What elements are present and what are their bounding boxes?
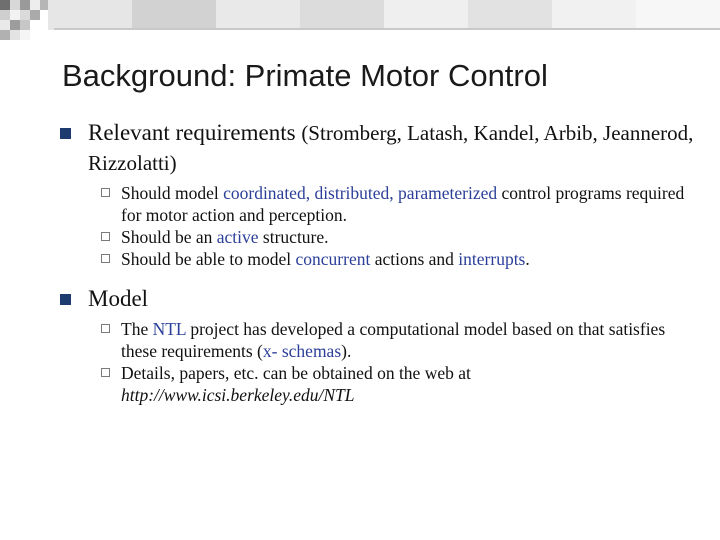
- item-text: Should be able to model: [121, 249, 296, 269]
- section-label: Relevant requirements: [88, 120, 296, 145]
- section-refs: (Stromberg, Latash, Kandel, Arbib, Jeannerod, Rizzolatti): [88, 121, 694, 175]
- list-item: [58, 248, 698, 270]
- slide-title: Background: Primate Motor Control: [62, 58, 548, 93]
- square-bullet-icon: [60, 128, 71, 139]
- hollow-square-icon: [101, 254, 110, 263]
- item-text: Should model: [121, 183, 224, 203]
- header-rule: [54, 28, 720, 30]
- item-text: project has developed a computational model based on that satisfies these requirements (: [121, 319, 666, 361]
- item-text: The: [121, 319, 153, 339]
- hollow-square-icon: [101, 324, 110, 333]
- bullet-model: [58, 284, 698, 314]
- item-highlight: concurrent: [295, 249, 371, 269]
- list-item: [58, 182, 698, 226]
- square-bullet-icon: [60, 294, 71, 305]
- section-label: Model: [88, 286, 149, 311]
- item-highlight: active: [216, 227, 259, 247]
- hollow-square-icon: [101, 188, 110, 197]
- bullet-relevant-requirements: [58, 118, 698, 178]
- item-highlight: interrupts: [458, 249, 526, 269]
- list-item: [58, 226, 698, 248]
- item-highlight: NTL: [152, 319, 186, 339]
- list-item: [58, 362, 698, 406]
- item-text: actions and: [370, 249, 459, 269]
- item-text: control programs required for motor action and perception.: [121, 183, 685, 225]
- item-highlight: x- schemas: [262, 341, 342, 361]
- item-text: structure.: [258, 227, 329, 247]
- header-gradient-band: [48, 0, 720, 30]
- item-highlight: coordinated, distributed, parameterized: [223, 183, 498, 203]
- list-item: [58, 318, 698, 362]
- hollow-square-icon: [101, 368, 110, 377]
- slide-body: [58, 118, 698, 406]
- item-text: Details, papers, etc. can be obtained on the web at: [121, 363, 471, 383]
- ntl-url-link[interactable]: http://www.icsi.berkeley.edu/NTL: [121, 385, 355, 405]
- item-text: Should be an: [121, 227, 217, 247]
- item-text: .: [525, 249, 530, 269]
- hollow-square-icon: [101, 232, 110, 241]
- model-list: [58, 318, 698, 406]
- requirements-list: [58, 182, 698, 270]
- item-text: ).: [341, 341, 352, 361]
